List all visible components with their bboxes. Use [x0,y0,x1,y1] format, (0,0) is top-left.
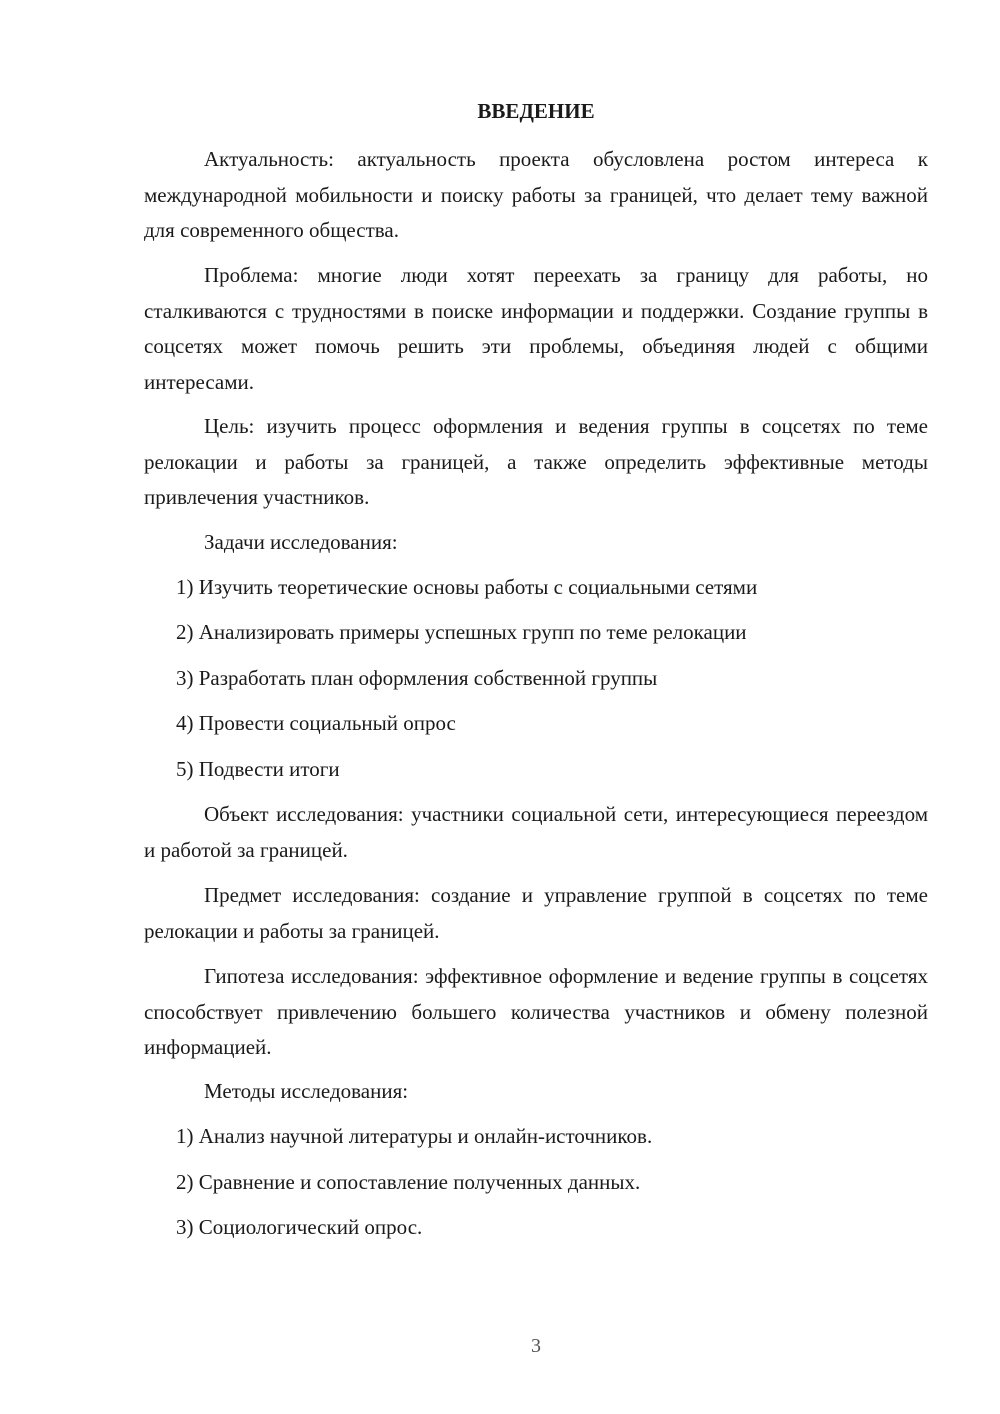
task-item-3: 3) Разработать план оформления собственной группы [176,666,658,690]
problem-paragraph: Проблема: многие люди хотят переехать за границу для работы, но сталкиваются с трудностями в поиске информации и поддержки. Создание группы в соцсетях может помочь решить эти проблемы, объединяя людей с общими интересами. [144,263,928,394]
task-item-4: 4) Провести социальный опрос [176,711,456,735]
object-paragraph: Объект исследования: участники социальной сети, интересующиеся переездом и работой за границей. [144,802,928,862]
method-item-1: 1) Анализ научной литературы и онлайн-источников. [176,1124,653,1148]
relevance-paragraph: Актуальность: актуальность проекта обусловлена ростом интереса к международной мобильности и поиску работы за границей, что делает тему важной для современного общества. [144,147,928,242]
subject-paragraph: Предмет исследования: создание и управление группой в соцсетях по теме релокации и работы за границей. [144,883,928,943]
method-item-3: 3) Социологический опрос. [176,1215,423,1239]
task-item-2: 2) Анализировать примеры успешных групп по теме релокации [176,620,747,644]
tasks-heading: Задачи исследования: [204,530,398,554]
task-item-5: 5) Подвести итоги [176,757,340,781]
methods-heading: Методы исследования: [204,1079,409,1103]
task-item-1: 1) Изучить теоретические основы работы с социальными сетями [176,575,758,599]
method-item-2: 2) Сравнение и сопоставление полученных данных. [176,1170,641,1194]
hypothesis-paragraph: Гипотеза исследования: эффективное оформление и ведение группы в соцсетях способствует привлечению большего количества участников и обмену полезной информацией. [144,964,928,1059]
goal-paragraph: Цель: изучить процесс оформления и ведения группы в соцсетях по теме релокации и работы за границей, а также определить эффективные методы привлечения участников. [144,414,928,509]
page-number: 3 [531,1335,541,1357]
page-title: ВВЕДЕНИЕ [477,99,595,123]
